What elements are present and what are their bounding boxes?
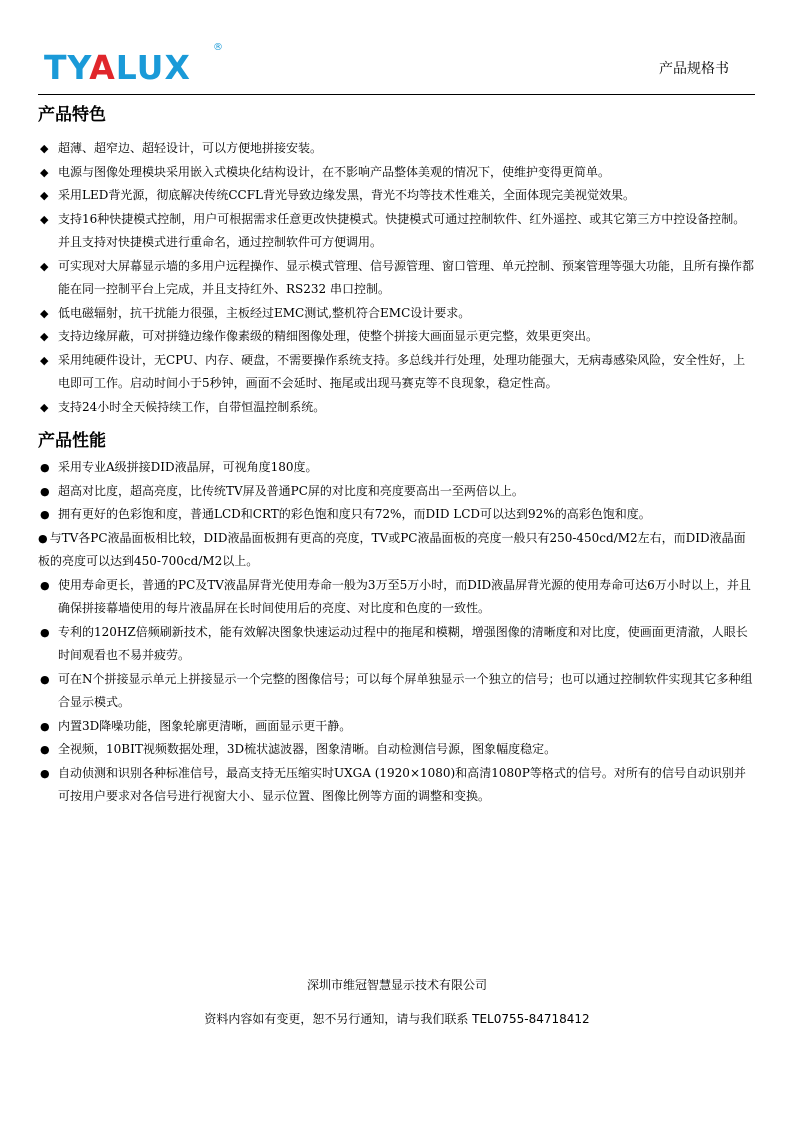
contact-note: 资料内容如有变更，恕不另行通知，请与我们联系 TEL0755-84718412	[204, 1012, 590, 1026]
features-item-text: 低电磁辐射，抗干扰能力很强，主板经过EMC测试,整机符合EMC设计要求。	[58, 305, 471, 320]
features-item	[38, 396, 756, 420]
features-item	[38, 137, 756, 161]
bullet-icon: ◆	[40, 212, 49, 226]
bullet-icon: ●	[40, 625, 50, 639]
performance-item-text: 内置3D降噪功能，图象轮廓更清晰，画面显示更干静。	[58, 718, 352, 733]
features-item	[38, 302, 756, 326]
features-item-text: 可实现对大屏幕显示墙的多用户远程操作、显示模式管理、信号源管理、窗口管理、单元控制、预案管理等强大功能，且所有操作都能在同一控制平台上完成，并且支持红外、RS232 串口控制。	[58, 258, 755, 296]
features-item	[38, 325, 756, 349]
performance-item	[38, 503, 756, 527]
performance-item-text: 使用寿命更长，普通的PC及TV液晶屏背光使用寿命一般为3万至5万小时，而DID液晶屏背光源的使用寿命可达6万小时以上，并且确保拼接幕墙使用的每片液晶屏在长时间使用后的亮度、对比度和色度的一致性。	[58, 577, 751, 615]
performance-item	[38, 762, 756, 809]
logo-accent-letter: A	[89, 48, 116, 87]
bullet-icon: ●	[38, 531, 48, 545]
bullet-icon: ◆	[40, 330, 49, 343]
features-item-text: 采用纯硬件设计，无CPU、内存、硬盘，不需要操作系统支持。多总线并行处理，处理功能强大，无病毒感染风险，安全性好，上电即可工作。启动时间小于5秒钟，画面不会延时、拖尾或出现马赛克等不良现象，稳定性高。	[58, 352, 746, 390]
page-header	[38, 40, 755, 95]
bullet-icon: ◆	[40, 165, 49, 179]
performance-item-text: 自动侦测和识别各种标准信号，最高支持无压缩实时UXGA (1920×1080)和高清1080P等格式的信号。对所有的信号自动识别并可按用户要求对各信号进行视窗大小、显示位置、图像比例等方面的调整和变换。	[58, 765, 746, 803]
performance-item	[38, 668, 756, 715]
bullet-icon: ◆	[40, 353, 49, 367]
features-item	[38, 161, 756, 185]
performance-item-text: 采用专业A级拼接DID液晶屏，可视角度180度。	[58, 460, 318, 474]
performance-item	[38, 715, 756, 739]
performance-item	[38, 456, 756, 480]
bullet-icon: ●	[40, 719, 50, 733]
bullet-icon: ●	[40, 743, 50, 756]
performance-item-text: 全视频，10BIT视频数据处理，3D梳状滤波器，图象清晰。自动检测信号源，图象幅度稳定。	[58, 742, 557, 756]
brand-logo	[44, 50, 191, 86]
performance-list	[38, 456, 756, 809]
features-item	[38, 208, 756, 255]
features-item-text: 支持24小时全天候持续工作，自带恒温控制系统。	[58, 399, 326, 414]
performance-item	[38, 480, 756, 504]
document-type: 产品规格书	[659, 61, 729, 77]
features-list	[38, 137, 756, 419]
features-item-text: 采用LED背光源，彻底解决传统CCFL背光导致边缘发黑，背光不均等技术性难关，全面体现完美视觉效果。	[58, 188, 636, 202]
performance-item	[38, 527, 756, 574]
features-item	[38, 255, 756, 302]
features-item-text: 支持16种快捷模式控制，用户可根据需求任意更改快捷模式。快捷模式可通过控制软件、红外遥控、或其它第三方中控设备控制。并且支持对快捷模式进行重命名，通过控制软件可方便调用。	[58, 211, 746, 249]
features-title: 产品特色	[38, 105, 106, 125]
features-item-text: 超薄、超窄边、超轻设计，可以方便地拼接安装。	[58, 141, 323, 155]
performance-item-text: 拥有更好的色彩饱和度，普通LCD和CRT的彩色饱和度只有72%，而DID LCD可以达到92%的高彩色饱和度。	[58, 507, 651, 521]
performance-item-text: 可在N个拼接显示单元上拼接显示一个完整的图像信号；可以每个屏单独显示一个独立的信号；也可以通过控制软件实现其它多种组合显示模式。	[58, 671, 753, 709]
features-item-text: 电源与图像处理模块采用嵌入式模块化结构设计，在不影响产品整体美观的情况下，使维护变得更简单。	[58, 164, 611, 179]
bullet-icon: ●	[40, 461, 50, 474]
bullet-icon: ●	[40, 484, 50, 498]
features-item	[38, 349, 756, 396]
bullet-icon: ◆	[40, 306, 49, 320]
performance-item-text: 超高对比度，超高亮度，比传统TV屏及普通PC屏的对比度和亮度要高出一至两倍以上。	[58, 483, 524, 498]
performance-item	[38, 621, 756, 668]
bullet-icon: ●	[40, 578, 50, 592]
bullet-icon: ●	[40, 508, 50, 521]
logo-text: TYALUX	[44, 48, 191, 87]
features-item	[38, 184, 756, 208]
bullet-icon: ●	[40, 672, 50, 686]
performance-item-text: 与TV各PC液晶面板相比较，DID液晶面板拥有更高的亮度，TV或PC液晶面板的亮度一般只有250-450cd/M2左右，而DID液晶面板的亮度可以达到450-700cd/M2以上。	[38, 530, 746, 568]
bullet-icon: ◆	[40, 142, 49, 155]
registered-mark: ®	[213, 42, 223, 53]
features-item-text: 支持边缘屏蔽，可对拼缝边缘作像素级的精细图像处理，使整个拼接大画面显示更完整，效果更突出。	[58, 329, 599, 343]
bullet-icon: ◆	[40, 400, 49, 414]
company-name: 深圳市维冠智慧显示技术有限公司	[306, 978, 487, 992]
bullet-icon: ◆	[40, 189, 49, 202]
performance-item	[38, 574, 756, 621]
bullet-icon: ●	[40, 766, 50, 780]
performance-title: 产品性能	[38, 431, 106, 451]
bullet-icon: ◆	[40, 259, 49, 273]
performance-item	[38, 738, 756, 762]
performance-item-text: 专利的120HZ倍频刷新技术，能有效解决图象快速运动过程中的拖尾和模糊，增强图像的清晰度和对比度，使画面更清澈，人眼长时间观看也不易并疲劳。	[58, 624, 748, 662]
